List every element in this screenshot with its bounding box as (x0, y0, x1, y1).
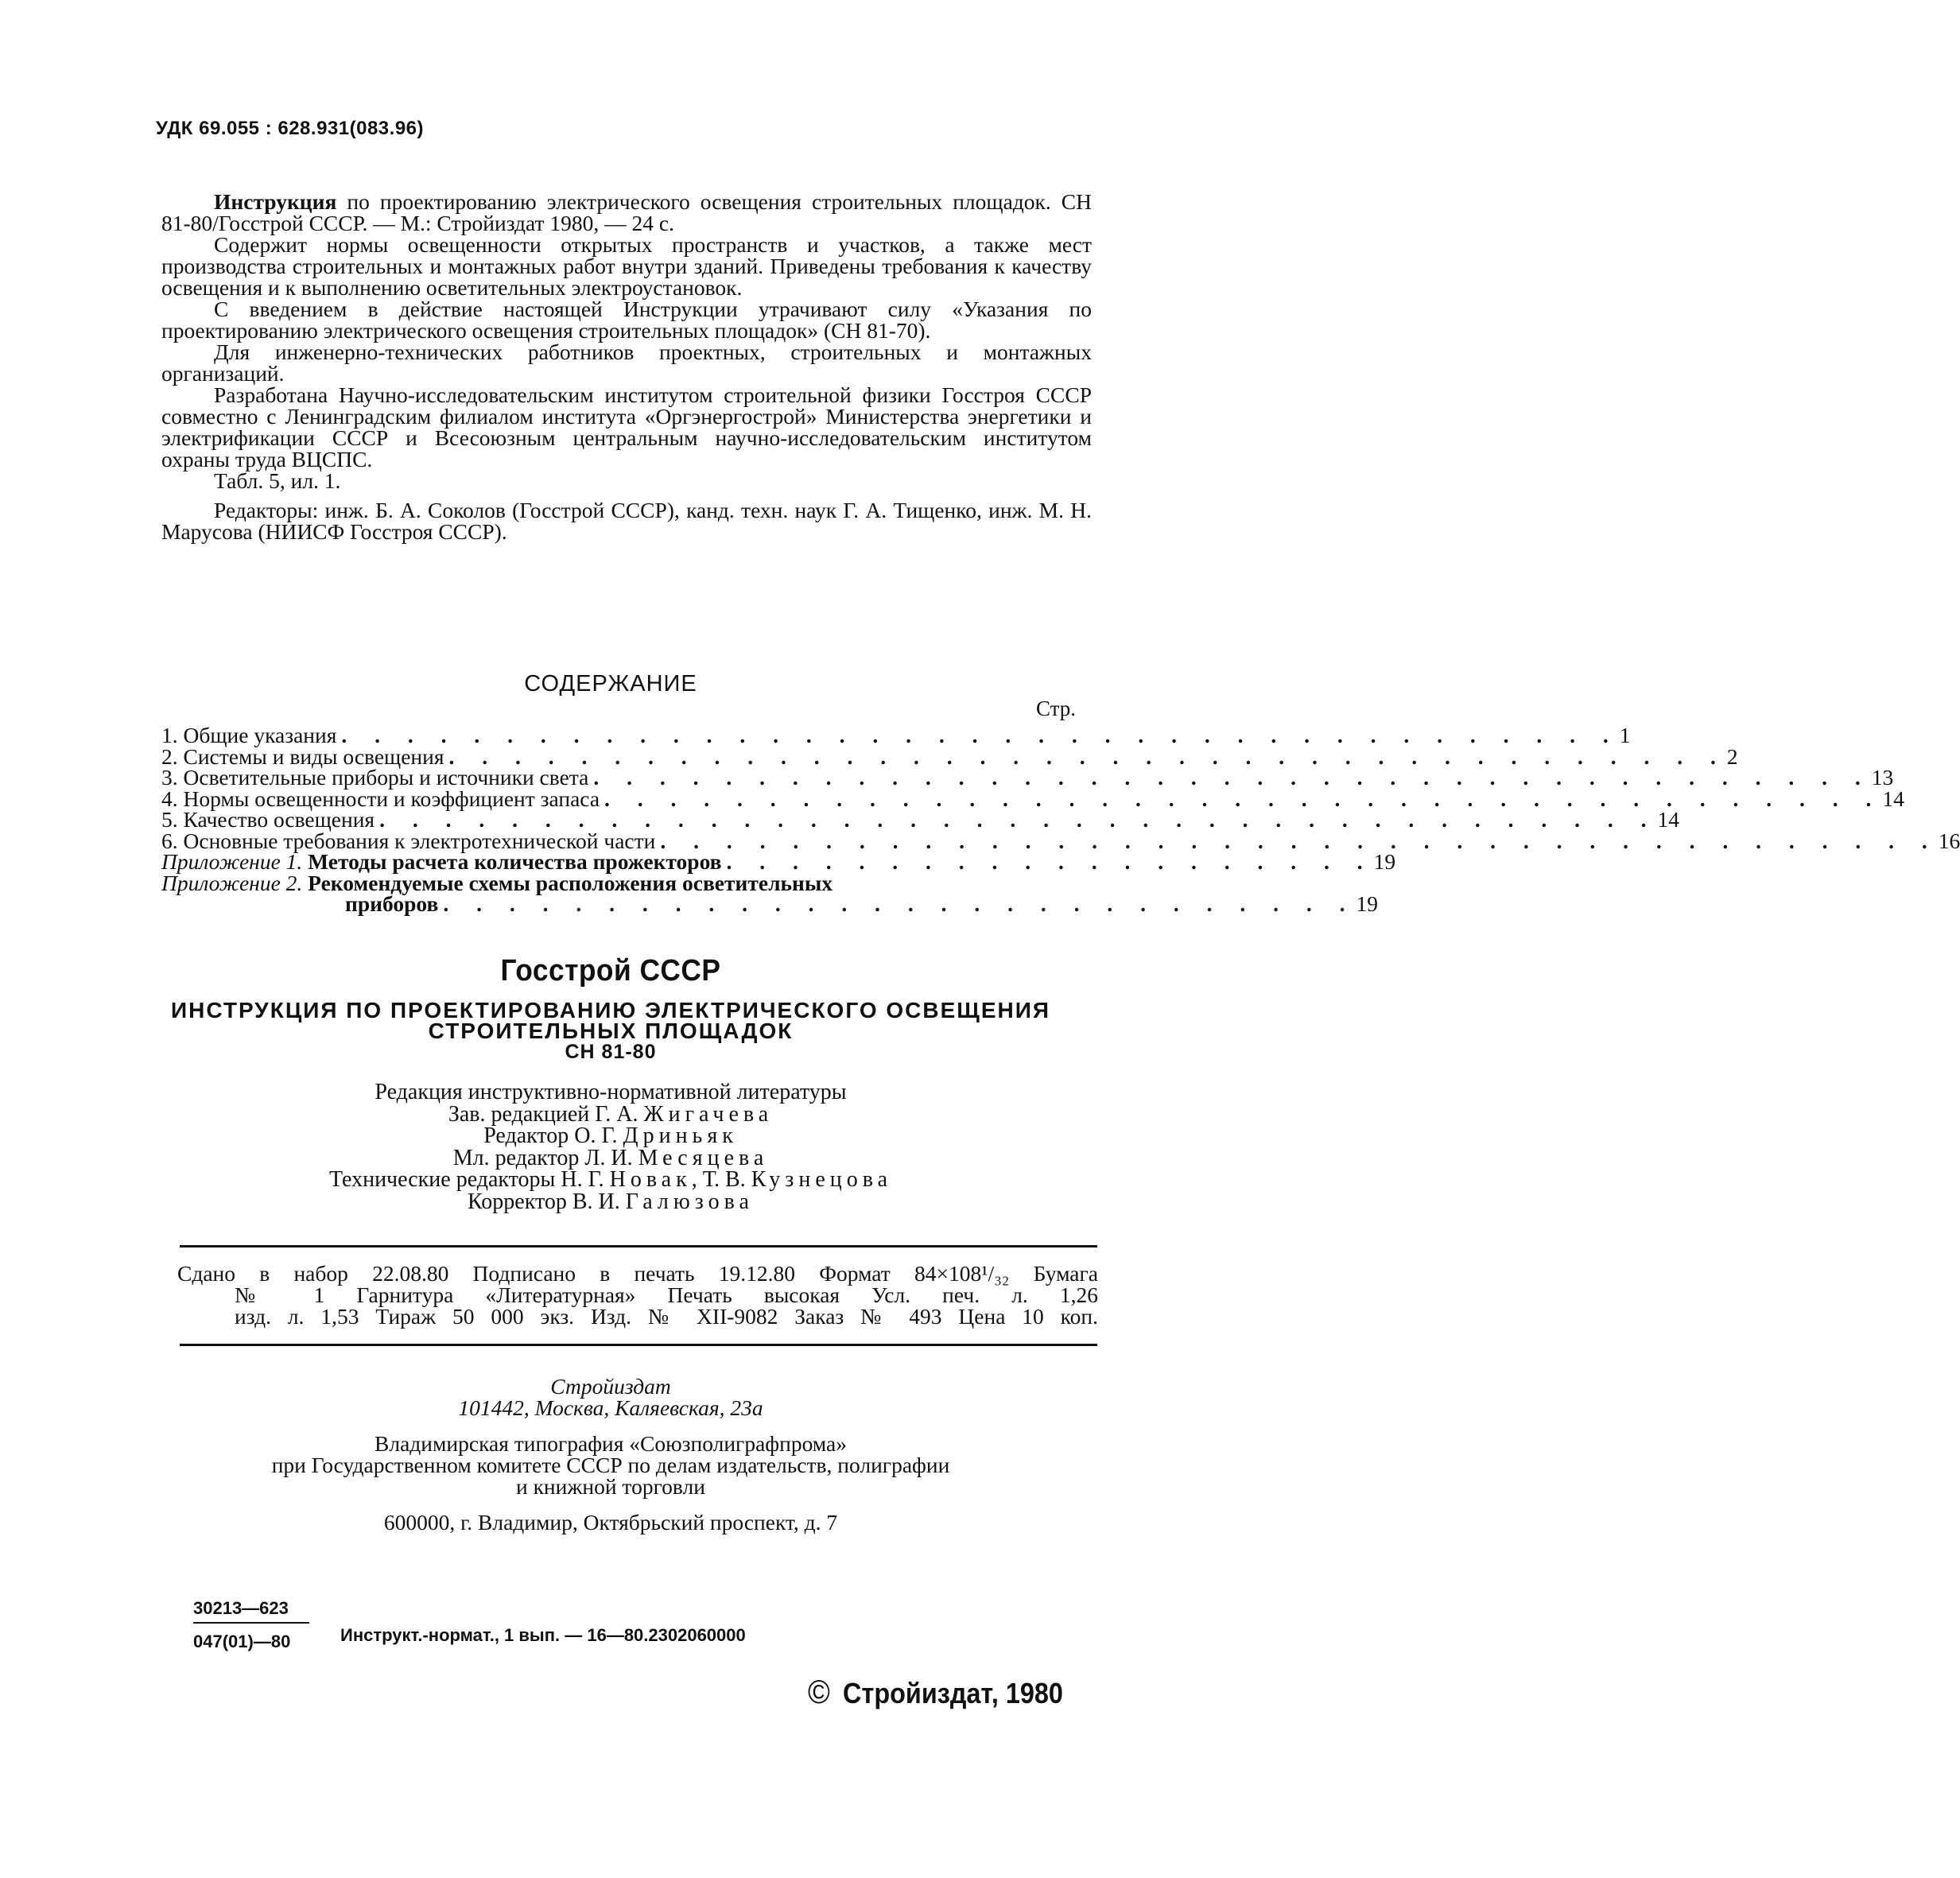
credits-person: Дриньяк (623, 1123, 738, 1148)
toc-leader: . . . . . . . . . . . . . . . . . . . . . . . . . . . . . . . . . . . . . . . (660, 828, 1939, 853)
print-details-line: Сдано в набор 22.08.80 Подписано в печать 19.12.80 Формат 84×108¹/₃₂ Бумага (177, 1261, 1098, 1286)
credits-person: Жигачева (643, 1101, 774, 1127)
index-code-numerator: 30213—623 (193, 1598, 289, 1618)
toc-item-page: 1 (1619, 723, 1631, 747)
abstract-supersedes: С введением в действие настоящей Инструкции утрачивают силу «Указания по проектированию электрического освещения строительных площадок» (СН 81-70). (161, 297, 1092, 343)
abstract-citation (161, 191, 1092, 234)
abstract-contents: Содержит нормы освещенности открытых пространств и участков, а также мест производства строительных и монтажных работ внутри зданий. Приведены требования к качеству освещения и к выполнению осветительных электроустановок. (161, 232, 1092, 300)
credits-proofreader (0, 1191, 1221, 1213)
toc-item-page: 13 (1871, 765, 1894, 790)
credits-separator: , Т. В. (691, 1167, 751, 1192)
credits-person: Галюзова (625, 1189, 754, 1214)
copyright-text: Стройиздат, 1980 (843, 1677, 1063, 1709)
index-code-denominator: 047(01)—80 (193, 1632, 291, 1651)
print-details (177, 1263, 1098, 1327)
editorial-credits (0, 1081, 1221, 1213)
credits-person: Кузнецова (751, 1167, 893, 1192)
toc-leader: . . . . . . . . . . . . . . . . . . . . . . . . . . . . . . . . . . . . . . . (593, 765, 1872, 790)
abstract-developers: Разработана Научно-исследовательским институтом строительной физики Госстроя СССР совместно с Ленинградским филиалом института «Оргэнергострой» Министерства энергетики и электрификации СССР и Всесоюзным центральным научно-исследовательским институтом охраны труда ВЦСПС. (161, 382, 1092, 471)
toc-appendix-page: 19 (1373, 849, 1396, 874)
toc-leader: . . . . . . . . . . . . . . . . . . . . (726, 849, 1374, 874)
toc-item-label: 1. Общие указания (161, 723, 337, 747)
toc-item-label: 4. Нормы освещенности и коэффициент запаса (161, 786, 600, 811)
credits-head-editor (0, 1101, 1221, 1127)
abstract-tables: Табл. 5, ил. 1. (214, 468, 341, 493)
abstract-editors: Редакторы: инж. Б. А. Соколов (Госстрой СССР), канд. техн. наук Г. А. Тищенко, инж. М. Н. Марусова (НИИСФ Госстроя СССР). (161, 498, 1092, 544)
abstract-citation-rest: по проектированию электрического освещения строительных площадок. СН 81-80/Госстрой СССР. — М.: Стройиздат 1980, — 24 с. (161, 189, 1092, 235)
toc-appendix-title: Методы расчета количества прожекторов (308, 849, 722, 874)
toc-item (161, 807, 1679, 832)
toc-page-header: Стр. (1036, 696, 1077, 720)
credits-role: Мл. редактор Л. И. (452, 1145, 638, 1170)
toc-item-label: 6. Основные требования к электротехнической части (161, 828, 656, 853)
credits-role: Зав. редакцией Г. А. (448, 1101, 644, 1127)
toc-appendix-2-cont (161, 891, 1378, 916)
credits-person: Месяцева (638, 1145, 769, 1170)
toc-item (161, 723, 1631, 747)
credits-role: Редактор О. Г. (483, 1123, 623, 1148)
publisher-info (0, 1376, 1221, 1533)
document-title (0, 1000, 1221, 1062)
toc-item-label: 5. Качество освещения (161, 807, 375, 832)
abstract (161, 191, 1092, 542)
toc-item-page: 16 (1938, 828, 1960, 853)
copyright-icon: © (808, 1673, 830, 1710)
credits-editorial-office: Редакция инструктивно-нормативной литературы (375, 1080, 847, 1104)
credits-role: Корректор В. И. (468, 1189, 626, 1214)
credits-role: Технические редакторы Н. Г. (328, 1167, 610, 1192)
toc-item-page: 14 (1882, 786, 1904, 811)
toc-leader: . . . . . . . . . . . . . . . . . . . . . . . . . . . . (443, 891, 1356, 916)
document-code: СН 81-80 (565, 1041, 657, 1063)
toc-item-label: 3. Осветительные приборы и источники света (161, 765, 589, 790)
toc-title: СОДЕРЖАНИЕ (524, 671, 697, 696)
organization-name: Госстрой СССР (500, 954, 721, 988)
abstract-citation-title: Инструкция (214, 189, 337, 214)
toc-appendix-title: Рекомендуемые схемы расположения осветительных (308, 870, 833, 895)
index-code-description: Инструкт.-нормат., 1 вып. — 16—80.2302060000 (340, 1625, 746, 1645)
credits-junior-editor (0, 1147, 1221, 1170)
printer-affiliation-cont: и книжной торговли (515, 1474, 705, 1499)
table-of-contents (161, 723, 1960, 916)
toc-appendix-title-cont: приборов (345, 891, 439, 916)
udk-code: УДК 69.055 : 628.931(083.96) (156, 118, 425, 139)
publisher-address: 101442, Москва, Каляевская, 23а (458, 1395, 763, 1420)
printer-name: Владимирская типография «Союзполиграфпрома» (375, 1431, 847, 1456)
copyright (808, 1673, 1063, 1711)
print-details-line: № 1 Гарнитура «Литературная» Печать высокая Усл. печ. л. 1,26 (235, 1282, 1098, 1307)
toc-appendix-page: 19 (1356, 891, 1378, 916)
publisher-name: Стройиздат (550, 1374, 671, 1399)
printer-address: 600000, г. Владимир, Октябрьский проспект, д. 7 (383, 1510, 838, 1535)
toc-leader: . . . . . . . . . . . . . . . . . . . . . . . . . . . . . . . . . . . . . . . (379, 807, 1658, 832)
print-details-line: изд. л. 1,53 Тираж 50 000 экз. Изд. № XII-9082 Заказ № 493 Цена 10 коп. (235, 1304, 1098, 1329)
bottom-rule (180, 1344, 1097, 1346)
toc-appendix-prefix: Приложение 2. (161, 870, 303, 895)
credits-editor (0, 1125, 1221, 1147)
toc-item-page: 2 (1726, 743, 1738, 769)
toc-leader: . . . . . . . . . . . . . . . . . . . . . . . . . . . . . . . . . . . . . . . (448, 743, 1727, 769)
index-code (193, 1598, 309, 1652)
toc-leader: . . . . . . . . . . . . . . . . . . . . . . . . . . . . . . . . . . . . . . . (604, 786, 1883, 811)
toc-item (161, 765, 1894, 790)
toc-leader: . . . . . . . . . . . . . . . . . . . . . . . . . . . . . . . . . . . . . . . (341, 723, 1620, 747)
abstract-audience: Для инженерно-технических работников проектных, строительных и монтажных организаций. (161, 340, 1092, 386)
credits-person: Новак (609, 1167, 692, 1192)
toc-appendix-prefix: Приложение 1. (161, 849, 303, 874)
credits-tech-editors (0, 1169, 1221, 1191)
top-rule (180, 1245, 1097, 1247)
printer-affiliation: при Государственном комитете СССР по делам издательств, полиграфии (271, 1453, 950, 1477)
document-title-line1: ИНСТРУКЦИЯ ПО ПРОЕКТИРОВАНИЮ ЭЛЕКТРИЧЕСКОГО ОСВЕЩЕНИЯ (171, 998, 1050, 1022)
toc-item-label: 2. Системы и виды освещения (161, 743, 444, 769)
toc-item-page: 14 (1657, 807, 1679, 832)
document-title-line2: СТРОИТЕЛЬНЫХ ПЛОЩАДОК (428, 1019, 794, 1043)
